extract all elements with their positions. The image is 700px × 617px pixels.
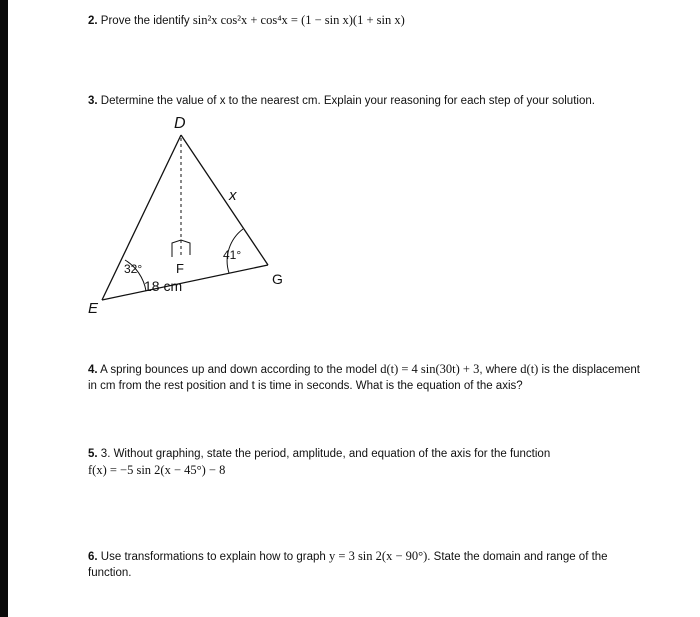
question-2-identity: sin²x cos²x + cos⁴x = (1 − sin x)(1 + sin x) [192,13,405,27]
question-6-text-b: . State the domain and range of the function. [88,551,608,579]
question-2 [88,12,405,29]
angle-label-e: 32° [124,262,143,276]
question-2-number: 2. [88,15,98,27]
angle-label-g: 41° [223,248,242,262]
side-dg [181,135,268,265]
question-5-function: f(x) = −5 sin 2(x − 45°) − 8 [88,463,226,477]
question-3-text: Determine the value of x to the nearest cm. Explain your reasoning for each step of your solution. [100,95,595,107]
question-4-text-a: A spring bounces up and down according to the model [100,364,377,376]
left-edge-bar [0,0,8,617]
question-6-text-a: Use transformations to explain how to graph [100,551,326,563]
question-4 [88,361,648,394]
question-6 [88,548,648,581]
question-4-model: d(t) = 4 sin(30t) + 3 [380,362,480,376]
question-6-number: 6. [88,551,98,563]
vertex-label-d: D [174,115,186,132]
question-4-text-b: , where [479,364,518,376]
length-label-ef: 18 cm [144,278,183,294]
question-5-number: 5. [88,448,98,460]
question-4-text-c: is the displacement in cm from the rest position and t is time in seconds. What is the equation of the axis? [88,364,640,392]
triangle-diagram [80,110,320,320]
question-5 [88,446,648,479]
side-label-x: x [229,187,237,204]
question-6-equation: y = 3 sin 2(x − 90°) [329,549,428,563]
question-3 [88,93,595,109]
question-3-number: 3. [88,95,98,107]
question-2-text: Prove the identify [100,15,190,27]
vertex-label-g: G [272,271,283,287]
vertex-label-f: F [176,261,184,276]
question-5-text: 3. Without graphing, state the period, amplitude, and equation of the axis for the function [100,448,551,460]
question-4-var-d: d(t) [520,362,539,376]
vertex-label-e: E [88,300,99,317]
question-4-number: 4. [88,364,98,376]
